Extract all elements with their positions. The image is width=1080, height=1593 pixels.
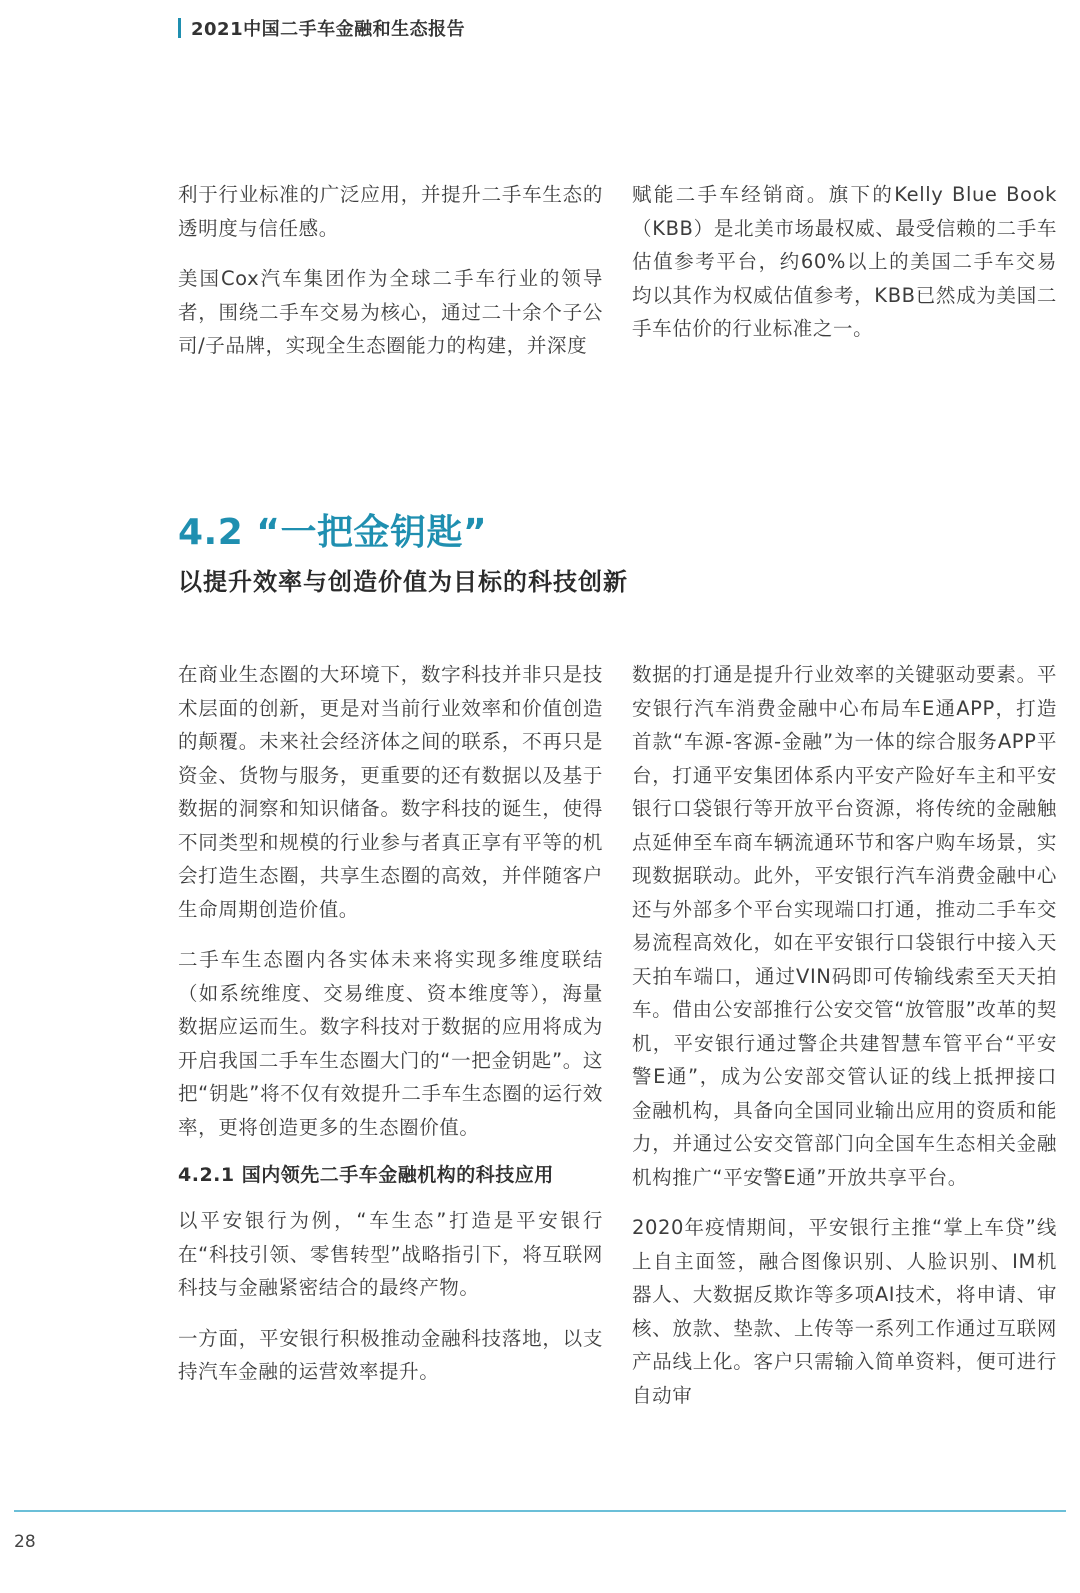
paragraph: 一方面，平安银行积极推动金融科技落地，以支持汽车金融的运营效率提升。 — [178, 1326, 603, 1383]
section-subtitle: 以提升效率与创造价值为目标的科技创新 — [178, 568, 628, 596]
main-right-column — [632, 658, 1057, 1429]
subsection-heading: 4.2.1 国内领先二手车金融机构的科技应用 — [178, 1164, 554, 1186]
footer-divider — [14, 1510, 1066, 1512]
paragraph: 二手车生态圈内各实体未来将实现多维度联结（如系统维度、交易维度、资本维度等），海量数据应运而生。数字科技对于数据的应用将成为开启我国二手车生态圈大门的“一把金钥匙”。这把“钥匙”将不仅有效提升二手车生态圈的运行效率，更将创造更多的生态圈价值。 — [178, 948, 603, 1139]
paragraph: 赋能二手车经销商。旗下的Kelly Blue Book（KBB）是北美市场最权威、最受信赖的二手车估值参考平台，约60%以上的美国二手车交易均以其作为权威估值参考，KBB已然成为美国二手车估价的行业标准之一。 — [632, 183, 1057, 340]
section-heading-block — [178, 508, 978, 600]
top-right-column — [632, 178, 1057, 363]
main-left-column — [178, 658, 603, 1406]
paragraph: 以平安银行为例，“车生态”打造是平安银行在“科技引领、零售转型”战略指引下，将互联网科技与金融紧密结合的最终产物。 — [178, 1209, 603, 1299]
top-left-column — [178, 178, 603, 380]
header-accent-bar — [178, 18, 181, 38]
section-title: 4.2 “一把金钥匙” — [178, 512, 488, 553]
paragraph: 在商业生态圈的大环境下，数字科技并非只是技术层面的创新，更是对当前行业效率和价值创造的颠覆。未来社会经济体之间的联系，不再只是资金、货物与服务，更重要的还有数据以及基于数据的洞察和知识储备。数字科技的诞生，使得不同类型和规模的行业参与者真正享有平等的机会打造生态圈，共享生态圈的高效，并伴随客户生命周期创造价值。 — [178, 663, 603, 921]
report-title: 2021中国二手车金融和生态报告 — [191, 19, 466, 40]
paragraph: 数据的打通是提升行业效率的关键驱动要素。平安银行汽车消费金融中心布局车E通APP，打造首款“车源-客源-金融”为一体的综合服务APP平台，打通平安集团体系内平安产险好车主和平安银行口袋银行等开放平台资源，将传统的金融触点延伸至车商车辆流通环节和客户购车场景，实现数据联动。此外，平安银行汽车消费金融中心还与外部多个平台实现端口打通，推动二手车交易流程高效化，如在平安银行口袋银行中接入天天拍车端口，通过VIN码即可传输线索至天天拍车。借由公安部推行公安交管“放管服”改革的契机，平安银行通过警企共建智慧车管平台“平安警E通”，成为公安部交管认证的线上抵押接口金融机构，具备向全国同业输出应用的资质和能力，并通过公安交管部门向全国车生态相关金融机构推广“平安警E通”开放共享平台。 — [632, 663, 1057, 1189]
page-number: 28 — [14, 1532, 36, 1552]
paragraph: 2020年疫情期间，平安银行主推“掌上车贷”线上自主面签，融合图像识别、人脸识别、IM机器人、大数据反欺诈等多项AI技术，将申请、审核、放款、垫款、上传等一系列工作通过互联网产品线上化。客户只需输入简单资料，便可进行自动审 — [632, 1216, 1057, 1407]
report-header — [178, 14, 465, 42]
paragraph: 美国Cox汽车集团作为全球二手车行业的领导者，围绕二手车交易为核心，通过二十余个子公司/子品牌，实现全生态圈能力的构建，并深度 — [178, 267, 603, 357]
paragraph: 利于行业标准的广泛应用，并提升二手车生态的透明度与信任感。 — [178, 183, 603, 240]
